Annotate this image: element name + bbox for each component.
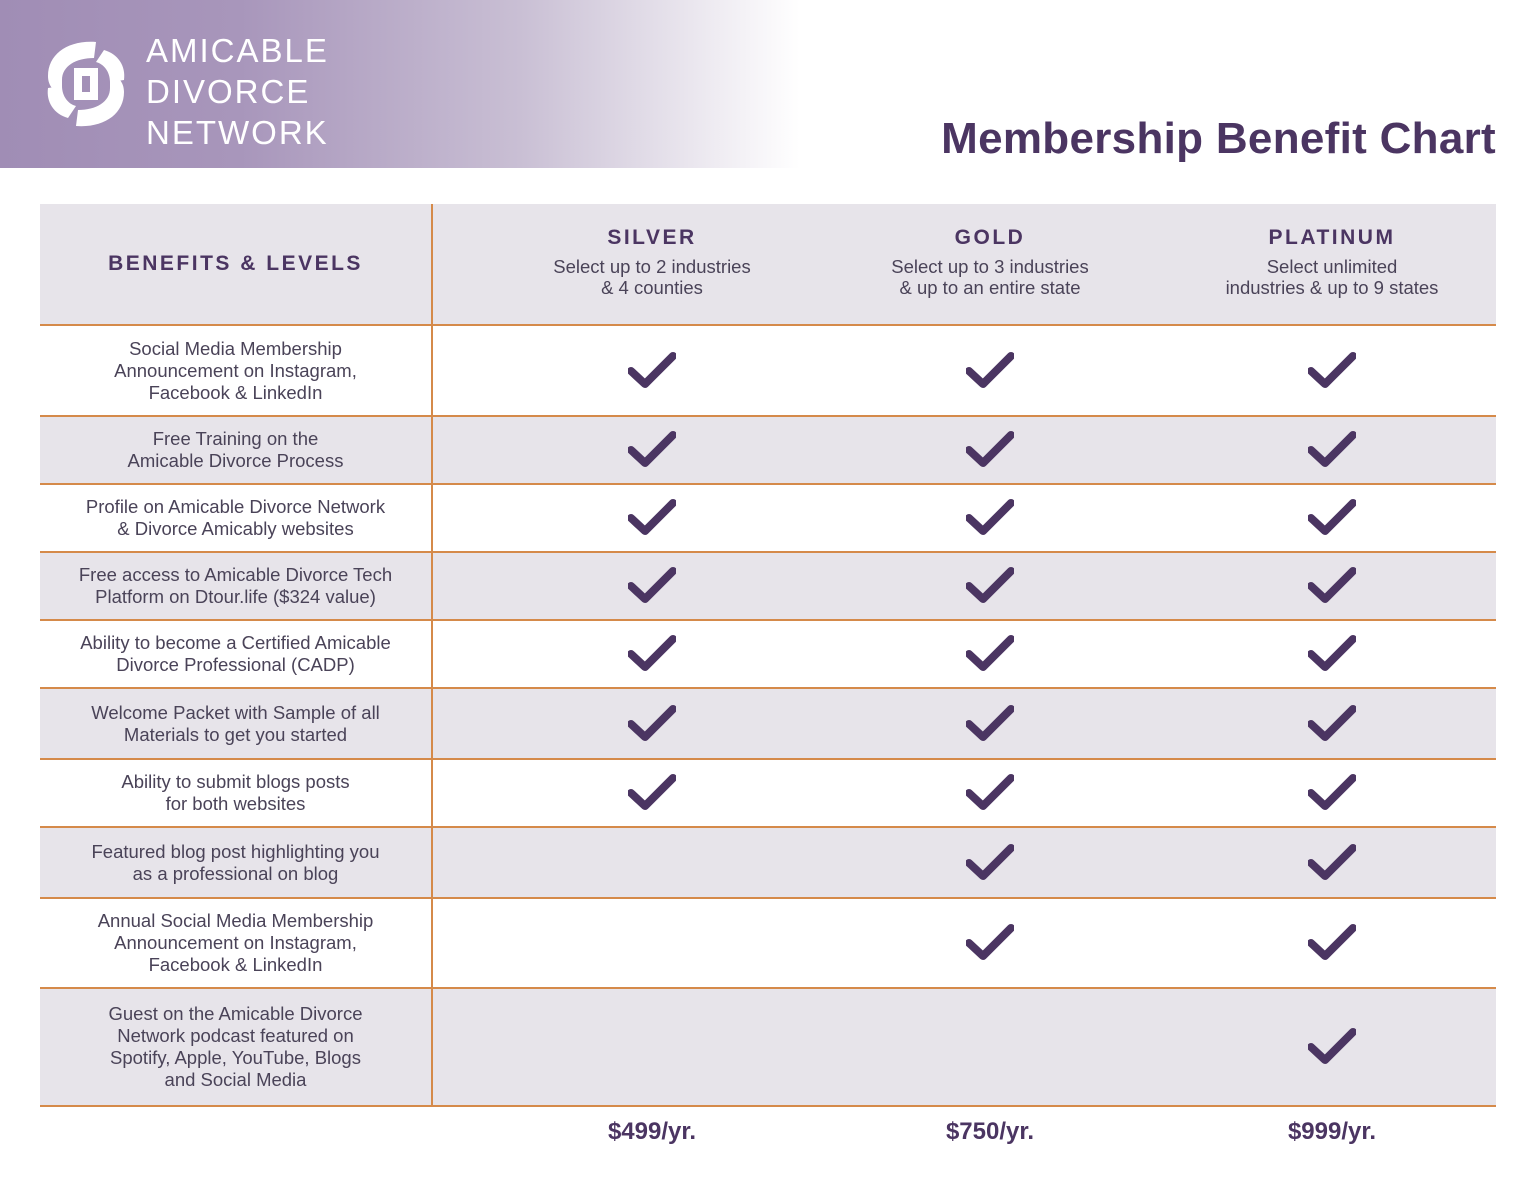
level-cell-platinum: [1232, 989, 1432, 1105]
checkmark-icon: [1308, 430, 1356, 470]
level-header-gold: [850, 204, 1130, 326]
table-row: [40, 760, 1496, 828]
header-banner: [0, 0, 800, 168]
brand-wordmark: [146, 30, 329, 153]
level-cell-gold: [890, 417, 1090, 483]
level-cell-gold: [890, 689, 1090, 758]
level-cell-silver: [552, 760, 752, 826]
checkmark-icon: [628, 704, 676, 744]
checkmark-icon: [966, 704, 1014, 744]
table-header-row: [40, 204, 1496, 326]
checkmark-icon: [628, 430, 676, 470]
price-gold: $750/yr.: [945, 1118, 1035, 1145]
checkmark-icon: [966, 634, 1014, 674]
checkmark-icon: [966, 498, 1014, 538]
benefit-label: Social Media Membership Announcement on Instagram, Facebook & LinkedIn: [40, 326, 433, 415]
checkmark-icon: [628, 773, 676, 813]
level-cell-gold: [890, 326, 1090, 415]
benefit-level-cells: [433, 828, 1496, 897]
checkmark-icon: [966, 351, 1014, 391]
level-cell-silver: [552, 553, 752, 619]
level-cell-platinum: [1232, 553, 1432, 619]
table-row: [40, 989, 1496, 1107]
benefits-levels-header-cell: [40, 204, 433, 324]
membership-benefit-table: [40, 204, 1496, 1107]
level-cell-platinum: [1232, 621, 1432, 687]
checkmark-icon: [1308, 704, 1356, 744]
level-cell-platinum: [1232, 899, 1432, 987]
checkmark-icon: [1308, 498, 1356, 538]
interlocking-s-icon: [38, 36, 134, 132]
benefit-level-cells: [433, 760, 1496, 826]
level-cell-platinum: [1232, 689, 1432, 758]
benefits-levels-label: BENEFITS & LEVELS: [108, 252, 363, 275]
benefit-label: Featured blog post highlighting you as a professional on blog: [40, 828, 433, 897]
checkmark-icon: [966, 923, 1014, 963]
checkmark-icon: [1308, 773, 1356, 813]
table-row: [40, 485, 1496, 553]
table-row: [40, 553, 1496, 621]
level-cell-platinum: [1232, 760, 1432, 826]
benefit-level-cells: [433, 689, 1496, 758]
price-silver: $499/yr.: [607, 1118, 697, 1145]
level-cell-gold: [890, 899, 1090, 987]
page-title: Membership Benefit Chart: [941, 114, 1496, 163]
benefit-level-cells: [433, 621, 1496, 687]
level-cell-silver: [552, 326, 752, 415]
benefit-label: Free Training on the Amicable Divorce Process: [40, 417, 433, 483]
checkmark-icon: [1308, 843, 1356, 883]
level-cell-silver: [552, 989, 752, 1105]
level-cell-silver: [552, 621, 752, 687]
price-row: [40, 1118, 1496, 1158]
checkmark-icon: [966, 566, 1014, 606]
level-header-platinum: [1192, 204, 1472, 326]
level-cell-platinum: [1232, 485, 1432, 551]
checkmark-icon: [628, 351, 676, 391]
benefit-label: Ability to become a Certified Amicable Divorce Professional (CADP): [40, 621, 433, 687]
level-name: SILVER: [607, 226, 697, 249]
checkmark-icon: [1308, 923, 1356, 963]
checkmark-icon: [628, 634, 676, 674]
checkmark-icon: [1308, 351, 1356, 391]
benefit-level-cells: [433, 899, 1496, 987]
table-row: [40, 899, 1496, 989]
level-cell-gold: [890, 553, 1090, 619]
level-name: PLATINUM: [1268, 226, 1396, 249]
benefit-label: Free access to Amicable Divorce Tech Platform on Dtour.life ($324 value): [40, 553, 433, 619]
price-platinum: $999/yr.: [1287, 1118, 1377, 1145]
benefit-level-cells: [433, 417, 1496, 483]
level-name: GOLD: [954, 226, 1026, 249]
level-cell-gold: [890, 828, 1090, 897]
benefit-label: Welcome Packet with Sample of all Materials to get you started: [40, 689, 433, 758]
benefit-label: Guest on the Amicable Divorce Network podcast featured on Spotify, Apple, YouTube, Blogs and Social Media: [40, 989, 433, 1105]
level-description: Select up to 2 industries & 4 counties: [553, 256, 751, 298]
level-cell-silver: [552, 485, 752, 551]
table-row: [40, 621, 1496, 689]
table-row: [40, 326, 1496, 417]
level-cell-silver: [552, 899, 752, 987]
table-row: [40, 828, 1496, 899]
level-cell-gold: [890, 989, 1090, 1105]
checkmark-icon: [1308, 634, 1356, 674]
level-cell-platinum: [1232, 417, 1432, 483]
benefit-label: Profile on Amicable Divorce Network & Divorce Amicably websites: [40, 485, 433, 551]
checkmark-icon: [1308, 566, 1356, 606]
benefit-level-cells: [433, 326, 1496, 415]
brand-line-1: AMICABLE: [146, 32, 329, 69]
checkmark-icon: [966, 430, 1014, 470]
benefit-level-cells: [433, 989, 1496, 1105]
level-cell-gold: [890, 621, 1090, 687]
level-cell-silver: [552, 689, 752, 758]
level-description: Select up to 3 industries & up to an entire state: [891, 256, 1089, 298]
checkmark-icon: [628, 566, 676, 606]
level-cell-platinum: [1232, 326, 1432, 415]
checkmark-icon: [966, 843, 1014, 883]
level-headers: [433, 204, 1496, 324]
level-cell-gold: [890, 485, 1090, 551]
benefit-label: Annual Social Media Membership Announcement on Instagram, Facebook & LinkedIn: [40, 899, 433, 987]
checkmark-icon: [628, 498, 676, 538]
brand-line-2: DIVORCE: [146, 73, 311, 110]
level-cell-platinum: [1232, 828, 1432, 897]
level-header-silver: [512, 204, 792, 326]
level-cell-silver: [552, 828, 752, 897]
benefit-label: Ability to submit blogs posts for both websites: [40, 760, 433, 826]
checkmark-icon: [966, 773, 1014, 813]
table-row: [40, 689, 1496, 760]
table-row: [40, 417, 1496, 485]
brand-line-3: NETWORK: [146, 114, 329, 151]
checkmark-icon: [1308, 1027, 1356, 1067]
level-cell-gold: [890, 760, 1090, 826]
level-cell-silver: [552, 417, 752, 483]
benefit-level-cells: [433, 485, 1496, 551]
level-description: Select unlimited industries & up to 9 states: [1225, 256, 1439, 298]
benefit-level-cells: [433, 553, 1496, 619]
